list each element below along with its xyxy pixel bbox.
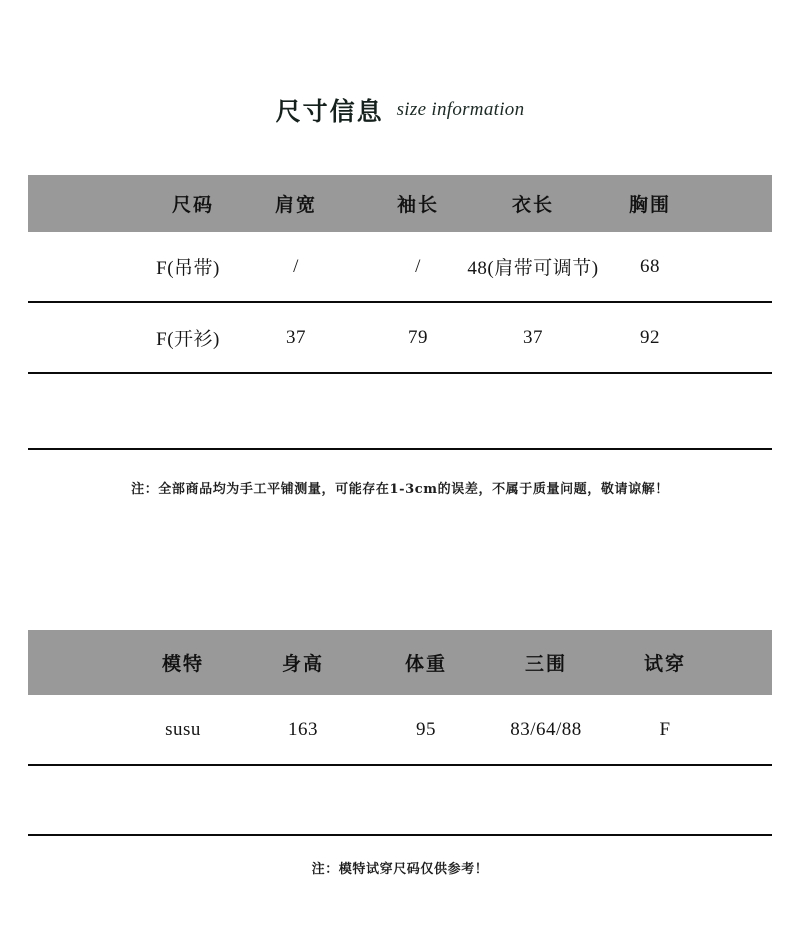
page-title — [0, 92, 800, 128]
size-row-0-shoulder: / — [293, 255, 299, 277]
model-size-note: 注：模特试穿尺码仅供参考！ — [311, 862, 489, 877]
model-row-0-height: 163 — [288, 718, 318, 740]
model-row-0-measurements: 83/64/88 — [510, 718, 582, 740]
model-table-header-height: 身高 — [281, 653, 324, 675]
model-table-header-model: 模特 — [161, 653, 204, 675]
size-row-0-bust: 68 — [640, 255, 660, 277]
model-table-bottom-rule — [28, 766, 772, 836]
size-table-header-size: 尺码 — [171, 194, 214, 216]
size-table-header-row — [28, 175, 772, 232]
model-row-0-weight: 95 — [416, 718, 436, 740]
size-row-1-shoulder: 37 — [286, 326, 306, 348]
table-row — [28, 303, 772, 374]
model-table-header-measurements: 三围 — [524, 653, 567, 675]
model-table-header-row — [28, 630, 772, 695]
model-row-0-wearing: F — [659, 718, 671, 740]
size-table-header-length: 衣长 — [511, 194, 554, 216]
size-table-header-bust: 胸围 — [628, 194, 671, 216]
size-table-header-shoulder: 肩宽 — [274, 194, 317, 216]
size-row-0-sleeve: / — [415, 255, 421, 277]
page-title-cn: 尺寸信息 — [275, 97, 384, 126]
table-row — [28, 695, 772, 766]
size-row-0-length: 48(肩带可调节) — [467, 258, 599, 279]
model-row-0-model: susu — [165, 718, 201, 740]
model-table-header-wearing: 试穿 — [643, 653, 686, 675]
model-table-header-weight: 体重 — [404, 653, 447, 675]
size-row-1-sleeve: 79 — [408, 326, 428, 348]
size-table-header-sleeve: 袖长 — [396, 194, 439, 216]
size-row-1-length: 37 — [523, 326, 543, 348]
size-row-1-bust: 92 — [640, 326, 660, 348]
size-measurement-note: 注：全部商品均为手工平铺测量，可能存在1-3cm的误差，不属于质量问题，敬请谅解！ — [131, 482, 669, 497]
size-table-bottom-rule — [28, 374, 772, 450]
size-row-1-size: F(开衫) — [156, 329, 220, 350]
size-information-table — [28, 175, 772, 450]
page-title-en: size information — [396, 99, 525, 120]
model-information-table — [28, 630, 772, 836]
size-row-0-size: F(吊带) — [156, 258, 220, 279]
table-row — [28, 232, 772, 303]
